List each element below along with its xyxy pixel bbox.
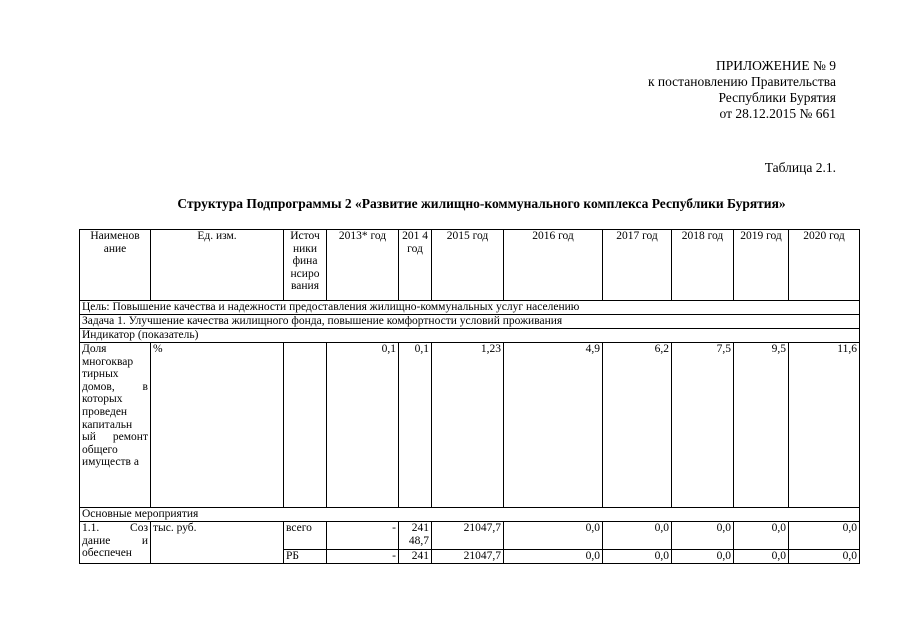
measure-source-rb: РБ — [284, 550, 327, 564]
indicator-unit: % — [151, 343, 284, 508]
col-header-unit: Ед. изм. — [151, 230, 284, 301]
measure-total-2013: - — [327, 522, 399, 550]
indicator-heading-row — [80, 329, 860, 343]
table-number: Таблица 2.1. — [764, 160, 836, 175]
indicator-source — [284, 343, 327, 508]
task-row — [80, 315, 860, 329]
col-header-name: Наименов ание — [80, 230, 151, 301]
col-header-2016: 2016 год — [504, 230, 603, 301]
indicator-row — [80, 343, 860, 508]
col-header-2017: 2017 год — [603, 230, 672, 301]
col-header-2013: 2013* год — [327, 230, 399, 301]
resolution-line: к постановлению Правительства — [647, 74, 836, 89]
measure-total-2019: 0,0 — [734, 522, 789, 550]
measure-rb-2013: - — [327, 550, 399, 564]
measure-rb-2020: 0,0 — [789, 550, 860, 564]
col-header-2018: 2018 год — [672, 230, 734, 301]
indicator-value-2018: 7,5 — [672, 343, 734, 508]
indicator-value-2020: 11,6 — [789, 343, 860, 508]
document-title-text: Структура Подпрограммы 2 «Развитие жилищно-коммунального комплекса Республики Бурятия» — [177, 196, 786, 211]
indicator-name: Доля многоквар тирных домов, в которых проведен капитальн ый ремонт общего имуществ а — [80, 343, 151, 508]
indicator-value-2014: 0,1 — [399, 343, 432, 508]
measures-heading-row — [80, 508, 860, 522]
task-text: Задача 1. Улучшение качества жилищного фонда, повышение комфортности условий проживания — [80, 315, 860, 329]
republic-line: Республики Бурятия — [718, 90, 836, 105]
measure-rb-2019: 0,0 — [734, 550, 789, 564]
measure-total-row — [80, 522, 860, 550]
measure-rb-2015: 21047,7 — [432, 550, 504, 564]
document-title — [0, 196, 905, 212]
measure-total-2018: 0,0 — [672, 522, 734, 550]
col-header-source: Источ ники фина нсиро вания — [284, 230, 327, 301]
measure-rb-2014: 241 — [399, 550, 432, 564]
col-header-2020: 2020 год — [789, 230, 860, 301]
measure-rb-2016: 0,0 — [504, 550, 603, 564]
goal-row — [80, 301, 860, 315]
measure-name: 1.1. Соз дание и обеспечен — [80, 522, 151, 564]
indicator-value-2016: 4,9 — [504, 343, 603, 508]
header-row — [80, 230, 860, 301]
measure-rb-2018: 0,0 — [672, 550, 734, 564]
indicator-value-2015: 1,23 — [432, 343, 504, 508]
measure-total-2017: 0,0 — [603, 522, 672, 550]
appendix-header — [648, 58, 836, 122]
subprogram-structure-table — [79, 229, 860, 564]
indicator-value-2019: 9,5 — [734, 343, 789, 508]
measure-total-2016: 0,0 — [504, 522, 603, 550]
measure-total-2014: 241 48,7 — [399, 522, 432, 550]
col-header-2019: 2019 год — [734, 230, 789, 301]
col-header-2014: 201 4 год — [399, 230, 432, 301]
measure-rb-2017: 0,0 — [603, 550, 672, 564]
col-header-2015: 2015 год — [432, 230, 504, 301]
indicator-heading: Индикатор (показатель) — [80, 329, 860, 343]
goal-text: Цель: Повышение качества и надежности предоставления жилищно-коммунальных услуг населению — [80, 301, 860, 315]
measures-heading: Основные мероприятия — [80, 508, 860, 522]
indicator-value-2013: 0,1 — [327, 343, 399, 508]
measure-unit: тыс. руб. — [151, 522, 284, 564]
appendix-number: ПРИЛОЖЕНИЕ № 9 — [715, 58, 836, 73]
indicator-value-2017: 6,2 — [603, 343, 672, 508]
resolution-date: от 28.12.2015 № 661 — [719, 106, 836, 121]
measure-source-total: всего — [284, 522, 327, 550]
measure-total-2015: 21047,7 — [432, 522, 504, 550]
measure-total-2020: 0,0 — [789, 522, 860, 550]
